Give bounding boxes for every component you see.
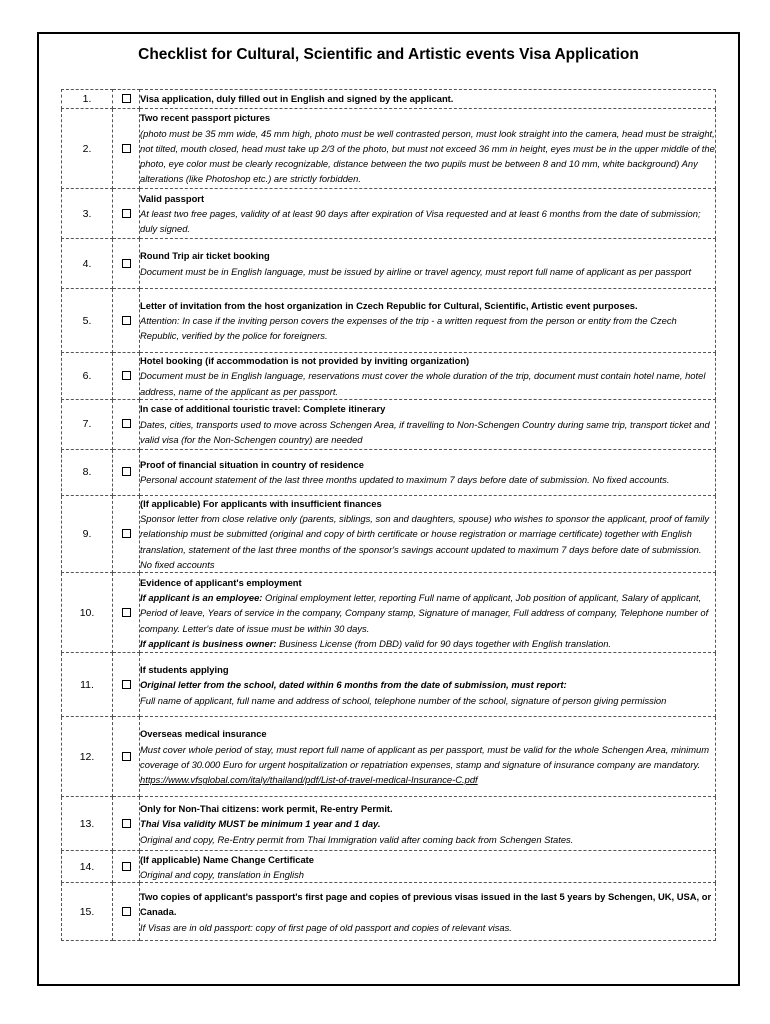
checkbox-square-icon[interactable] [122, 608, 131, 617]
checkbox[interactable] [113, 449, 140, 495]
checkbox-square-icon[interactable] [122, 819, 131, 828]
item-description: If Visas are in old passport: copy of first page of old passport and copies of relevant visas. [140, 921, 512, 933]
item-number: 2. [62, 109, 113, 189]
item-heading: Only for Non-Thai citizens: work permit, Re-entry Permit. [140, 802, 393, 814]
checkbox-square-icon[interactable] [122, 419, 131, 428]
checkbox[interactable] [113, 289, 140, 353]
item-heading: If students applying [140, 663, 229, 675]
checklist-row [62, 883, 716, 941]
checkbox-square-icon[interactable] [122, 144, 131, 153]
item-number: 13. [62, 797, 113, 851]
checklist-table [61, 89, 716, 941]
item-number: 12. [62, 717, 113, 797]
item-number: 10. [62, 573, 113, 653]
checkbox-square-icon[interactable] [122, 371, 131, 380]
checklist-row [62, 797, 716, 851]
checkbox-square-icon[interactable] [122, 752, 131, 761]
checkbox[interactable] [113, 573, 140, 653]
checkbox[interactable] [113, 851, 140, 883]
item-description: At least two free pages, validity of at least 90 days after expiration of Visa requested and at least 6 months from the date of submission; duly signed. [140, 207, 701, 235]
checkbox[interactable] [113, 353, 140, 400]
item-description: Document must be in English language, reservations must cover the whole duration of the trip, document must contain hotel name, hotel address, name of the applicant as per passport. [140, 370, 706, 397]
document-frame [37, 32, 740, 986]
item-number: 11. [62, 653, 113, 717]
checklist-row [62, 851, 716, 883]
item-number: 14. [62, 851, 113, 883]
item-heading: Hotel booking (if accommodation is not provided by inviting organization) [140, 355, 470, 366]
checkbox[interactable] [113, 90, 140, 109]
item-number: 3. [62, 189, 113, 239]
item-description: Original and copy, Re-Entry permit from Thai Immigration valid after coming back from Schengen States. [140, 833, 574, 845]
item-heading: Valid passport [140, 192, 205, 204]
checklist-row [62, 353, 716, 400]
checklist-row [62, 717, 716, 797]
checklist-row [62, 573, 716, 653]
checklist-row [62, 449, 716, 495]
item-number: 9. [62, 495, 113, 572]
checkbox[interactable] [113, 717, 140, 797]
item-description: Original and copy, translation in English [140, 868, 304, 880]
item-description: Dates, cities, transports used to move across Schengen Area, if travelling to Non-Schengen Country during same trip, transport ticket and valid visa (for the Non-Schengen country) are needed [140, 418, 710, 446]
checklist-row [62, 90, 716, 109]
item-subheading: Thai Visa validity MUST be minimum 1 year and 1 day. [140, 818, 381, 830]
checkbox[interactable] [113, 399, 140, 449]
item-description: Document must be in English language, must be issued by airline or travel agency, must report full name of applicant as per passport [140, 265, 692, 277]
checkbox-square-icon[interactable] [122, 529, 131, 538]
checkbox-square-icon[interactable] [122, 259, 131, 268]
item-heading: Evidence of applicant's employment [140, 576, 302, 588]
item-heading: (If applicable) Name Change Certificate [140, 853, 315, 865]
item-heading: In case of additional touristic travel: Complete itinerary [140, 403, 386, 415]
item-heading: Two copies of applicant's passport's first page and copies of previous visas issued in the last 5 years by Schengen, UK, USA, or Canada. [140, 890, 712, 918]
item-description: (photo must be 35 mm wide, 45 mm high, photo must be well contrasted person, must look straight into the camera, head must be straight, not tilted, mouth closed, head must take up 2/3 of the photo, but must not exceed 36 mm in height, eyes must be in the upper middle of the photo, eye color must be clearly recognizable, distance between the two pupils must be between 8 and 10 mm, white background) Any alterations (like Photoshop etc.) are strictly forbidden. [140, 127, 715, 185]
item-description: Attention: In case if the inviting person covers the expenses of the trip - a written request from the person or entity from the Czech Republic, verified by the police for foreigners. [140, 314, 677, 342]
item-description: Business License (from DBD) valid for 90 days together with English translation. [276, 637, 612, 649]
checklist-row [62, 653, 716, 717]
item-heading: (If applicable) For applicants with insufficient finances [140, 497, 382, 509]
item-description: Personal account statement of the last three months updated to maximum 7 days before date of submission. No fixed accounts. [140, 474, 670, 486]
checkbox-square-icon[interactable] [122, 862, 131, 871]
item-description: Sponsor letter from close relative only (parents, siblings, son and daughters, spouse) who wishes to sponsor the applicant, proof of family relationship must be submitted (original and copy of birth certificate or house registration or marriage certificate) together with English translation, statement of the last three months of the sponsor's savings account updated to maximum 7 days before date of submission. No fixed accounts [140, 513, 710, 571]
checklist-row [62, 289, 716, 353]
checkbox-square-icon[interactable] [122, 680, 131, 689]
item-subheading: If applicant is business owner: [140, 637, 277, 649]
item-number: 8. [62, 449, 113, 495]
item-heading: Proof of financial situation in country of residence [140, 459, 364, 471]
item-subheading: If applicant is an employee: [140, 591, 263, 603]
item-number: 5. [62, 289, 113, 353]
checkbox[interactable] [113, 109, 140, 189]
checkbox-square-icon[interactable] [122, 907, 131, 916]
item-description: Original employment letter, reporting Full name of applicant, Job position of applicant, Salary of applicant, Period of leave, Years of service in the company, Company stamp, Signature of manager, Full address of company, Telephone number of company. Letter's date of issue must be within 30 days. [140, 591, 709, 634]
checklist-row [62, 109, 716, 189]
item-number: 4. [62, 239, 113, 289]
checkbox[interactable] [113, 239, 140, 289]
checkbox-square-icon[interactable] [122, 467, 131, 476]
item-heading: Two recent passport pictures [140, 112, 271, 124]
item-number: 6. [62, 353, 113, 400]
checkbox[interactable] [113, 653, 140, 717]
item-number: 15. [62, 883, 113, 941]
item-number: 1. [62, 90, 113, 109]
item-heading: Round Trip air ticket booking [140, 250, 270, 262]
checkbox[interactable] [113, 797, 140, 851]
checkbox-square-icon[interactable] [122, 209, 131, 218]
page-title: Checklist for Cultural, Scientific and Artistic events Visa Application [138, 46, 639, 63]
item-description: Full name of applicant, full name and address of school, telephone number of the school, signature of person giving permission [140, 694, 667, 706]
item-heading: Overseas medical insurance [140, 728, 267, 740]
checklist-row [62, 239, 716, 289]
checklist-row [62, 189, 716, 239]
item-number: 7. [62, 399, 113, 449]
checkbox[interactable] [113, 883, 140, 941]
checklist-row [62, 495, 716, 572]
checklist-row [62, 399, 716, 449]
item-heading: Letter of invitation from the host organization in Czech Republic for Cultural, Scientific, Artistic event purposes. [140, 299, 638, 311]
insurance-list-link[interactable]: https://www.vfsglobal.com/italy/thailand/pdf/List-of-travel-medical-Insurance-C.pdf [140, 774, 478, 786]
checkbox[interactable] [113, 189, 140, 239]
item-subheading: Original letter from the school, dated within 6 months from the date of submission, must report: [140, 679, 567, 691]
checkbox-square-icon[interactable] [122, 94, 131, 103]
item-heading: Visa application, duly filled out in English and signed by the applicant. [140, 93, 454, 105]
item-description: Must cover whole period of stay, must report full name of applicant as per passport, must be valid for the whole Schengen Area, minimum coverage of 30.000 Euro for urgent hospitalization or repatriation expenses, stamp and signature of insurance company are mandatory. [140, 743, 710, 770]
checkbox[interactable] [113, 495, 140, 572]
checkbox-square-icon[interactable] [122, 316, 131, 325]
